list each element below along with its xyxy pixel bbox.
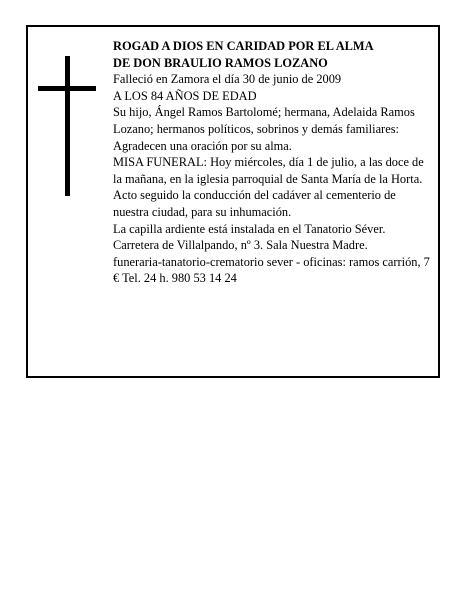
- cross-icon: [65, 56, 70, 196]
- age-line: A LOS 84 AÑOS DE EDAD: [113, 88, 257, 103]
- family-paragraph: Su hijo, Ángel Ramos Bartolomé; hermana, Adelaida Ramos Lozano; hermanos políticos, sobrinos y demás familiares:: [113, 105, 415, 136]
- chapel-paragraph: La capilla ardiente está instalada en el Tanatorio Séver. Carretera de Villalpando, nº 3. Sala Nuestra Madre.: [113, 221, 386, 253]
- obituary-text: [113, 38, 431, 287]
- heading-line-1: ROGAD A DIOS EN CARIDAD POR EL ALMA: [113, 39, 374, 53]
- death-info: Falleció en Zamora el día 30 de junio de 2009: [113, 72, 342, 87]
- heading-line-2: DE DON BRAULIO RAMOS LOZANO: [113, 55, 328, 70]
- cross-icon-crossbar: [38, 86, 96, 91]
- thanks-paragraph: Agradecen una oración por su alma.: [113, 138, 292, 153]
- funeral-home-paragraph: funeraria-tanatorio-crematorio sever - oficinas: ramos carrión, 7 € Tel. 24 h. 980 53 14 24: [113, 254, 430, 286]
- mass-paragraph: MISA FUNERAL: Hoy miércoles, día 1 de julio, a las doce de la mañana, en la iglesia parroquial de Santa María de la Horta. Acto seguido la conducción del cadáver al cementerio de nuestra ciudad, para su inhumación.: [113, 155, 424, 219]
